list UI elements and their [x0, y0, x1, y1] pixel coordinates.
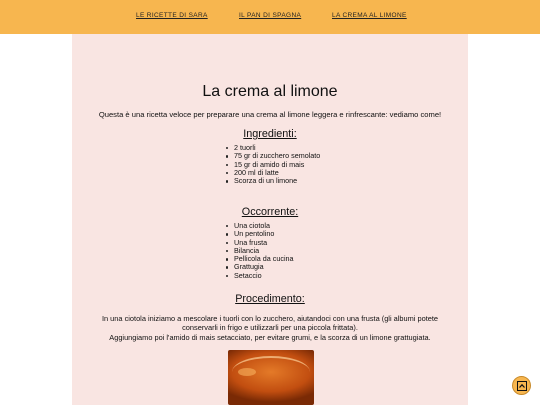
recipe-content — [72, 34, 468, 405]
page-title: La crema al limone — [202, 83, 338, 100]
intro-text: Questa è una ricetta veloce per preparare una crema al limone leggera e rinfrescante: vediamo come! — [98, 110, 442, 119]
list-item: Un pentolino — [224, 230, 294, 238]
tools-list — [224, 222, 294, 280]
arrow-up-icon — [517, 381, 527, 391]
cream-highlight — [238, 368, 256, 376]
procedure-text — [88, 314, 452, 342]
nav-link-le-ricette-di-sara[interactable]: LE RICETTE DI SARA — [136, 12, 208, 19]
list-item: Una frusta — [224, 239, 294, 247]
list-item: Una ciotola — [224, 222, 294, 230]
lemon-cream-photo — [228, 350, 314, 405]
procedure-step-2: Aggiungiamo poi l'amido di mais setacciato, per evitare grumi, e la scorza di un limone grattugiata. — [109, 332, 431, 342]
ingredients-list — [224, 144, 320, 185]
list-item: 200 ml di latte — [224, 169, 320, 177]
nav-link-crema-al-limone[interactable]: LA CREMA AL LIMONE — [332, 12, 407, 19]
list-item: 15 gr di amido di mais — [224, 161, 320, 169]
procedure-step-1: In una ciotola iniziamo a mescolare i tuorli con lo zucchero, aiutandoci con una frusta (gli albumi potete conservarli in frigo e utilizzarli per una piccola frittata). — [101, 314, 439, 333]
list-item: Bilancia — [224, 247, 294, 255]
top-navigation — [0, 0, 540, 34]
ingredients-heading: Ingredienti: — [243, 128, 297, 140]
tools-heading: Occorrente: — [241, 206, 299, 218]
list-item: 75 gr di zucchero semolato — [224, 152, 320, 160]
scroll-to-top-button[interactable] — [512, 376, 531, 395]
list-item: 2 tuorli — [224, 144, 320, 152]
procedure-heading: Procedimento: — [235, 293, 305, 305]
list-item: Setaccio — [224, 272, 294, 280]
list-item: Grattugia — [224, 263, 294, 271]
list-item: Pellicola da cucina — [224, 255, 294, 263]
list-item: Scorza di un limone — [224, 177, 320, 185]
nav-link-pan-di-spagna[interactable]: IL PAN DI SPAGNA — [239, 12, 302, 19]
